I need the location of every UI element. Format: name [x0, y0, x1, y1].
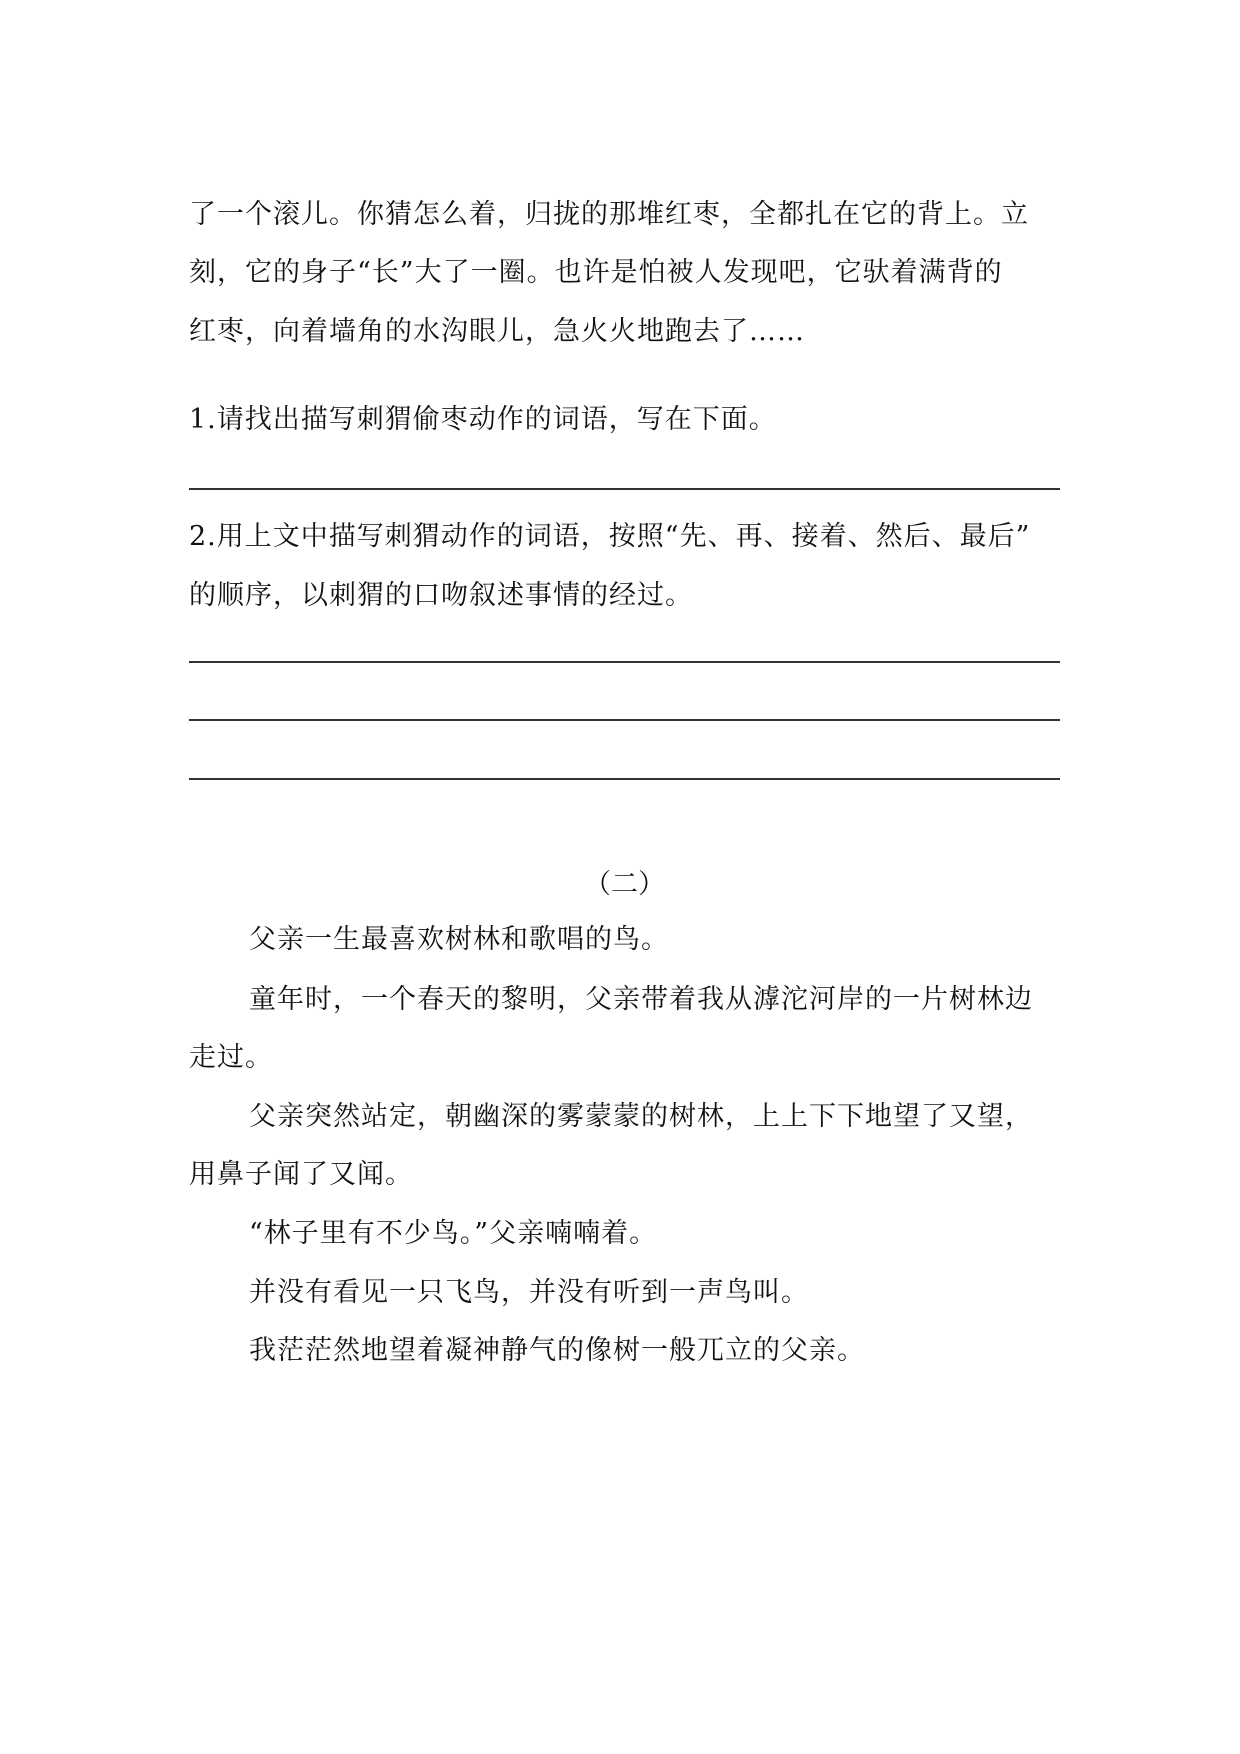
- paragraph-line: 我茫茫然地望着凝神静气的像树一般兀立的父亲。: [249, 1335, 865, 1366]
- answer-line[interactable]: [189, 778, 1060, 780]
- passage-line: 了一个滚儿。你猜怎么着，归拢的那堆红枣，全都扎在它的背上。立: [189, 199, 1029, 230]
- question-text: 1.请找出描写刺猬偷枣动作的词语，写在下面。: [189, 404, 777, 435]
- paragraph-line: 走过。: [189, 1042, 273, 1073]
- passage-line: 刻，它的身子“长”大了一圈。也许是怕被人发现吧，它驮着满背的: [189, 257, 1003, 288]
- passage-line: 红枣，向着墙角的水沟眼儿，急火火地跑去了……: [189, 316, 805, 347]
- paragraph-line: 童年时，一个春天的黎明，父亲带着我从滹沱河岸的一片树林边: [249, 984, 1033, 1015]
- section-heading: （二）: [584, 869, 665, 900]
- paragraph-line: “林子里有不少鸟。”父亲喃喃着。: [249, 1218, 658, 1249]
- question-text: 2.用上文中描写刺猬动作的词语，按照“先、再、接着、然后、最后”: [189, 521, 1031, 552]
- paragraph-line: 父亲突然站定，朝幽深的雾蒙蒙的树林，上上下下地望了又望，: [249, 1101, 1033, 1132]
- paragraph-line: 并没有看见一只飞鸟，并没有听到一声鸟叫。: [249, 1277, 809, 1308]
- answer-line[interactable]: [189, 488, 1060, 490]
- question-text: 的顺序，以刺猬的口吻叙述事情的经过。: [189, 580, 693, 611]
- paragraph-line: 父亲一生最喜欢树林和歌唱的鸟。: [249, 924, 669, 955]
- answer-line[interactable]: [189, 719, 1060, 721]
- paragraph-line: 用鼻子闻了又闻。: [189, 1159, 413, 1190]
- answer-line[interactable]: [189, 661, 1060, 663]
